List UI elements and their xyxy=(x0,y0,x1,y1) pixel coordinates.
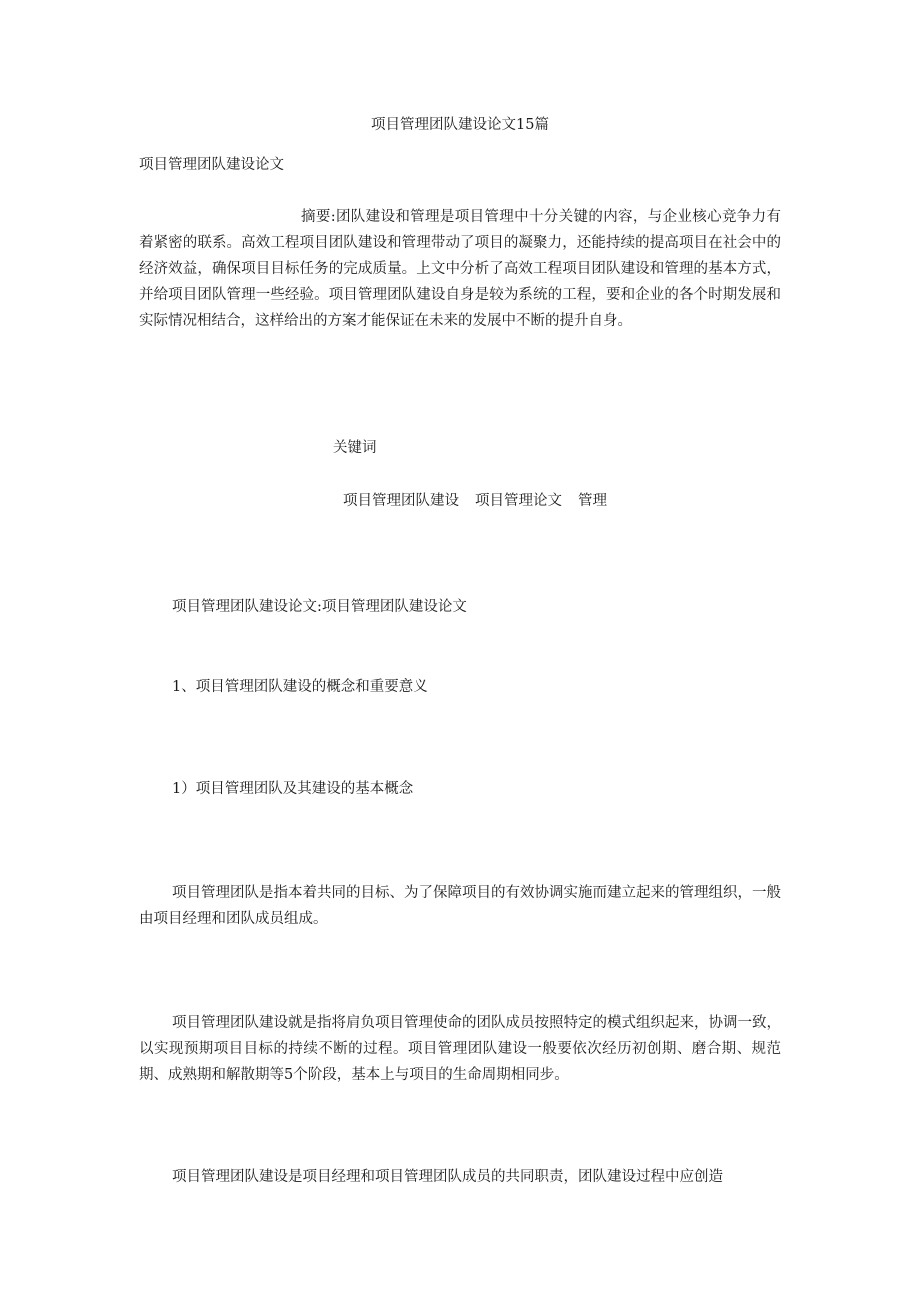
keywords-label: 关键词 xyxy=(333,440,377,456)
definition-team-paragraph: 项目管理团队是指本着共同的目标、为了保障项目的有效协调实施而建立起来的管理组织，一般由项目经理和团队成员组成。 xyxy=(139,885,781,927)
keyword-item: 项目管理论文 xyxy=(475,493,562,509)
abstract-text: 团队建设和管理是项目管理中十分关键的内容，与企业核心竞争力有着紧密的联系。高效工程项目团队建设和管理带动了项目的凝聚力，还能持续的提高项目在社会中的经济效益，确保项目目标任务的完成质量。上文中分析了高效工程项目团队建设和管理的基本方式，并给项目团队管理一些经验。项目管理团队建设自身是较为系统的工程，要和企业的各个时期发展和实际情况相结合，这样给出的方案才能保证在未来的发展中不断的提升自身。 xyxy=(139,209,782,329)
abstract-paragraph xyxy=(139,204,781,334)
series-title-paragraph: 项目管理团队建设论文:项目管理团队建设论文 xyxy=(172,599,467,615)
section-heading-1-1: 1）项目管理团队及其建设的基本概念 xyxy=(172,781,414,797)
definition-building-paragraph: 项目管理团队建设就是指将肩负项目管理使命的团队成员按照特定的模式组织起来，协调一致，以实现预期项目目标的持续不断的过程。项目管理团队建设一般要依次经历初创期、磨合期、规范期、成熟期和解散期等5个阶段，基本上与项目的生命周期相同步。 xyxy=(139,1015,781,1083)
document-subtitle: 项目管理团队建设论文 xyxy=(139,157,284,173)
section-heading-1: 1、项目管理团队建设的概念和重要意义 xyxy=(172,679,428,695)
keywords-list xyxy=(343,490,607,512)
responsibility-paragraph: 项目管理团队建设是项目经理和项目管理团队成员的共同职责，团队建设过程中应创造 xyxy=(172,1169,723,1185)
keyword-item: 管理 xyxy=(578,493,607,509)
keyword-item: 项目管理团队建设 xyxy=(343,493,459,509)
abstract-label: 摘要: xyxy=(301,209,336,225)
document-title: 项目管理团队建设论文15篇 xyxy=(371,117,549,133)
